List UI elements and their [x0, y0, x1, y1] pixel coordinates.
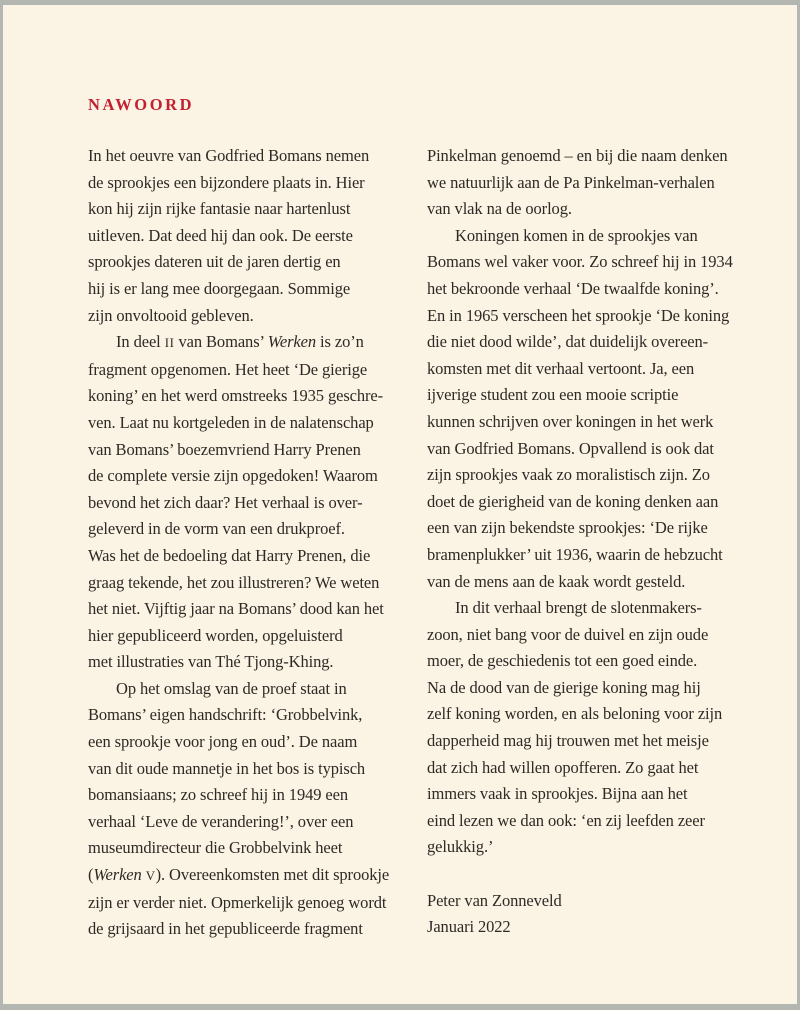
text-line: bomansiaans; zo schreef hij in 1949 een — [88, 785, 349, 805]
text-line: Op het omslag van de proef staat in — [116, 678, 347, 698]
page-title: NAWOORD — [88, 95, 195, 114]
text-line: een van zijn bekendste sprookjes: ‘De rijke — [427, 518, 708, 538]
text-line: Koningen komen in de sprookjes van — [455, 225, 698, 245]
text-line: Na de dood van de gierige koning mag hij — [427, 677, 701, 697]
text-line: van Bomans’ boezemvriend Harry Prenen — [88, 439, 361, 459]
text-line: eind lezen we dan ook: ‘en zij leefden zeer — [427, 810, 705, 830]
text-line: Pinkelman genoemd – en bij die naam denken — [427, 146, 728, 165]
text-line: kon hij zijn rijke fantasie naar hartenlust — [88, 199, 351, 219]
text-column-right — [427, 143, 742, 943]
text-line: bevond het zich daar? Het verhaal is over- — [88, 492, 363, 512]
text-line: een sprookje voor jong en oud’. De naam — [88, 732, 358, 752]
text-line: hier gepubliceerd worden, opgeluisterd — [88, 625, 343, 645]
text-line: moer, de geschiedenis tot een goed einde. — [427, 651, 698, 671]
text-line: hij is er lang mee doorgegaan. Sommige — [88, 278, 351, 298]
italic-text: Werken — [93, 865, 142, 885]
text-line — [427, 861, 742, 888]
text-line: (Werken V). Overeenkomsten met dit sprookje — [88, 865, 390, 885]
text-line: In het oeuvre van Godfried Bomans nemen — [88, 146, 370, 165]
text-line: komsten met dit verhaal vertoont. Ja, een — [427, 358, 695, 378]
text-line: zijn er verder niet. Opmerkelijk genoeg wordt — [88, 892, 387, 912]
text-line: In dit verhaal brengt de slotenmakers- — [455, 598, 702, 618]
text-line: het bekroonde verhaal ‘De twaalfde koning’. — [427, 278, 719, 298]
book-page — [3, 5, 797, 1004]
text-line: met illustraties van Thé Tjong-Khing. — [88, 652, 334, 672]
text-line: doet de gierigheid van de koning denken aan — [427, 491, 719, 511]
text-line: verhaal ‘Leve de verandering!’, over een — [88, 811, 354, 831]
text-line: bramenplukker’ uit 1936, waarin de hebzucht — [427, 544, 723, 564]
smallcaps-text: V — [145, 869, 156, 884]
italic-text: Werken — [267, 332, 316, 352]
text-line: Was het de bedoeling dat Harry Prenen, die — [88, 545, 371, 565]
text-line: gelukkig.’ — [427, 837, 494, 857]
text-line: graag tekende, het zou illustreren? We weten — [88, 572, 380, 592]
text-line: Bomans’ eigen handschrift: ‘Grobbelvink, — [88, 705, 363, 725]
text-line: de complete versie zijn opgedoken! Waarom — [88, 466, 378, 486]
text-columns — [88, 143, 742, 943]
text-line: zijn onvoltooid gebleven. — [88, 305, 254, 325]
text-line: dat zich had willen opofferen. Zo gaat het — [427, 757, 699, 777]
text-line: koning’ en het werd omstreeks 1935 geschre- — [88, 386, 384, 406]
text-column-left — [88, 143, 403, 943]
text-line: fragment opgenomen. Het heet ‘De gierige — [88, 359, 368, 379]
text-line: geleverd in de vorm van een drukproef. — [88, 519, 345, 539]
smallcaps-text: II — [164, 336, 175, 351]
text-line: Bomans wel vaker voor. Zo schreef hij in 1934 — [427, 252, 733, 272]
text-line: die niet dood wilde’, dat duidelijk overeen- — [427, 332, 709, 352]
text-line: In deel II van Bomans’ Werken is zo’n — [116, 332, 364, 352]
text-line: het niet. Vijftig jaar na Bomans’ dood kan het — [88, 599, 384, 619]
text-line: ven. Laat nu kortgeleden in de nalatenschap — [88, 412, 374, 432]
text-line: zelf koning worden, en als beloning voor zijn — [427, 704, 723, 724]
signature-date: Januari 2022 — [427, 917, 511, 937]
signature-author: Peter van Zonneveld — [427, 890, 562, 910]
text-line: van Godfried Bomans. Opvallend is ook dat — [427, 438, 714, 458]
text-line: En in 1965 verscheen het sprookje ‘De koning — [427, 305, 730, 325]
text-line: immers vaak in sprookjes. Bijna aan het — [427, 784, 688, 804]
text-line: de grijsaard in het gepubliceerde fragment — [88, 919, 363, 939]
text-line: de sprookjes een bijzondere plaats in. Hier — [88, 172, 365, 192]
text-line: uitleven. Dat deed hij dan ook. De eerste — [88, 225, 353, 245]
text-line: ijverige student zou een mooie scriptie — [427, 385, 679, 405]
text-line: kunnen schrijven over koningen in het werk — [427, 411, 714, 431]
text-line: van dit oude mannetje in het bos is typisch — [88, 758, 366, 778]
text-line: dapperheid mag hij trouwen met het meisje — [427, 731, 709, 751]
text-line: museumdirecteur die Grobbelvink heet — [88, 838, 343, 858]
text-line: van vlak na de oorlog. — [427, 199, 572, 219]
text-line: van de mens aan de kaak wordt gesteld. — [427, 571, 686, 591]
text-line: we natuurlijk aan de Pa Pinkelman-verhalen — [427, 172, 715, 192]
text-line: zijn sprookjes vaak zo moralistisch zijn. Zo — [427, 465, 710, 485]
text-line: zoon, niet bang voor de duivel en zijn oude — [427, 624, 709, 644]
text-line: sprookjes dateren uit de jaren dertig en — [88, 252, 341, 272]
